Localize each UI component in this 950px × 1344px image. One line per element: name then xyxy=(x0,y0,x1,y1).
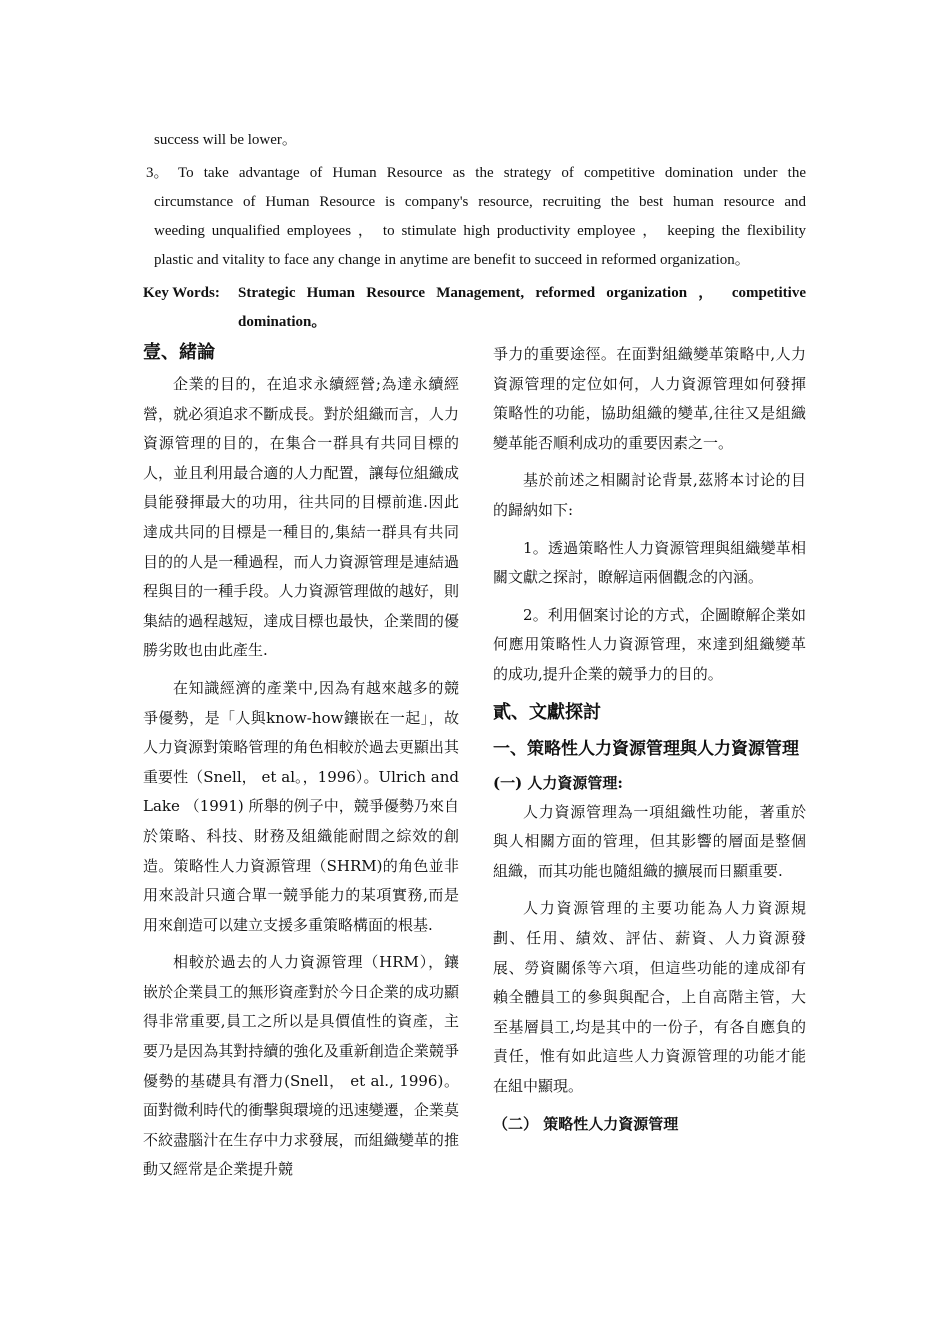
abstract-item-3-line: To take advantage of Human Resource as the strategy of competitive domination under the xyxy=(178,165,806,181)
abstract-line: success will be lower。 xyxy=(154,132,297,148)
paragraph: 基於前述之相關討论背景,茲將本讨论的目的歸納如下: xyxy=(493,471,806,519)
paragraph-continued: 爭力的重要途徑。在面對組織變革策略中,人力資源管理的定位如何，人力資源管理如何發揮策略性的功能，協助組織的變革,往往又是組織變革能否順利成功的重要因素之一。 xyxy=(493,345,806,452)
subsubsection-heading: （二） 策略性人力資源管理 xyxy=(493,1115,679,1134)
subsubsection-heading: (一) 人力資源管理: xyxy=(493,773,623,792)
paragraph: 企業的目的，在追求永續經營;為達永續經營，就必須追求不斷成長。對於組織而言，人力資源管理的目的，在集合一群具有共同目標的人，並且利用最合適的人力配置，讓每位組織成員能發揮最大的功用，往共同的目標前進.因此達成共同的目標是一種目的,集結一群具有共同目的的人是一種過程，而人力資源管理是連結過程與目的一種手段。人力資源管理做的越好，則集結的過程越短，達成目標也最快，企業間的優勝劣敗也由此產生. xyxy=(143,375,459,660)
keywords-label: Key Words: xyxy=(143,285,220,301)
paragraph: 人力資源管理為一項組織性功能，著重於與人相關方面的管理，但其影響的層面是整個組織，而其功能也隨組織的擴展而日顯重要. xyxy=(493,802,806,880)
abstract-item-marker: 3。 xyxy=(146,165,169,181)
paragraph: 在知識經濟的產業中,因為有越來越多的競爭優勢，是「人與know-how鑲嵌在一起」，故人力資源對策略管理的角色相較於過去更顯出其重要性（Snell， et al。，1996）。Ulrich and Lake （1991) 所舉的例子中，競爭優勢乃來自於策略、科技、財務及組織能耐間之綜效的創造。策略性人力資源管理（SHRM)的角色並非用來設計只適合單一競爭能力的某項實務,而是用來創造可以建立支援多重策略構面的根基. xyxy=(143,678,459,934)
section-heading-introduction: 壹、緒論 xyxy=(143,342,215,363)
subsection-heading: 一、策略性人力資源管理與人力資源管理 xyxy=(493,738,799,759)
keywords-line: domination。 xyxy=(238,314,327,330)
paragraph: 人力資源管理的主要功能為人力資源規劃、任用、績效、評估、薪資、人力資源發展、勞資關係等六項，但這些功能的達成卻有賴全體員工的參與與配合，上自高階主管，大至基層員工,均是其中的一份子，有各自應負的責任，惟有如此這些人力資源管理的功能才能在組中顯現。 xyxy=(493,899,806,1095)
left-column xyxy=(143,338,459,1185)
abstract-item-3-line: weeding unqualified employees ， to stimulate high productivity employee ， keeping the flexibility xyxy=(154,223,806,239)
paragraph: 相較於過去的人力資源管理（HRM），鑲嵌於企業員工的無形資產對於今日企業的成功顯得非常重要,員工之所以是具價值性的資產，主要乃是因為其對持續的強化及重新創造企業競爭優勢的基礎具有潛力(Snell， et al., 1996)。面對微利時代的衝擊與環境的迅速變遷，企業莫不絞盡腦汁在生存中力求發展，而組織變革的推動又經常是企業提升競 xyxy=(143,953,459,1179)
abstract-item-3-line: circumstance of Human Resource is company's resource, recruiting the best human resource and xyxy=(154,194,806,210)
abstract-item-3-line: plastic and vitality to face any change in anytime are benefit to succeed in reformed organization。 xyxy=(154,252,750,268)
right-column xyxy=(493,340,806,1139)
purpose-item: 2。利用個案讨论的方式，企圖瞭解企業如何應用策略性人力資源管理，來達到組織變革的成功,提升企業的競爭力的目的。 xyxy=(493,605,806,683)
section-heading-literature: 貳、文獻探討 xyxy=(493,701,601,723)
purpose-item: 1。透過策略性人力資源管理與組織變革相關文獻之探討，瞭解這兩個觀念的內涵。 xyxy=(493,538,806,587)
keywords-line: Strategic Human Resource Management, reformed organization ， competitive xyxy=(238,285,806,301)
